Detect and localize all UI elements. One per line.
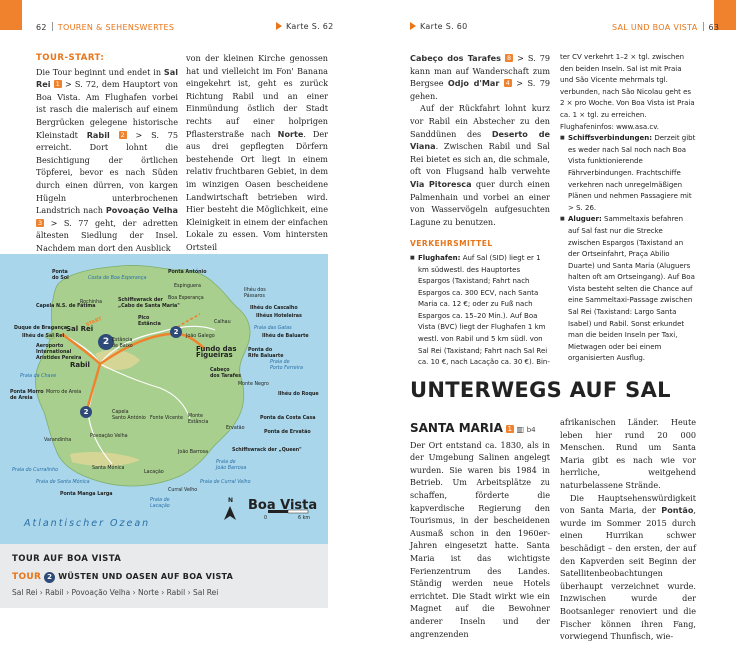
list-item: [410, 253, 550, 369]
map-label: Pico Estância: [138, 316, 161, 327]
list-item-label: Flughafen:: [418, 253, 461, 262]
keyword-norte: Norte: [277, 128, 304, 139]
section-title: UNTERWEGS AUF SAL: [410, 378, 671, 402]
left-page-number: 62: [36, 23, 47, 32]
tour-start-text: [36, 66, 178, 255]
keyword-sal-rei: Sal Rei: [36, 66, 178, 90]
text-run: , wurde im Sommer 2015 durch einen Hurrikan schwer beschädigt – den ersten, der auf den Kapverden seit Beginn der Satellitenbeobachtungen überhaupt verzeichnet wurde. Inzwischen wurde der Bootsanleger renoviert und die Fischer können ihren Fang, vorwiegend Thunfisch, wie-: [560, 505, 696, 642]
keyword-povoacao-velha: Povoação Velha: [105, 205, 178, 216]
map-label: Praia do Curralinho: [12, 468, 59, 473]
map-badge: 1: [507, 425, 512, 433]
map-label: Schiffswrack der „Queen": [232, 448, 302, 453]
map-label: Costa de Boa Esperança: [88, 276, 147, 281]
right-column-1: [410, 52, 550, 369]
map-label: Ilhéu do Roque: [278, 392, 319, 397]
map-label: Ponta do Sol: [52, 270, 69, 281]
keyword-odjo-dmar: Odjo d'Mar: [447, 78, 500, 89]
map-town-label: Fundo das Figueiras: [196, 345, 237, 359]
map-label: Praia da Chave: [20, 374, 57, 379]
map-label: Curral Velho: [168, 488, 198, 493]
map-label: Rochinha: [80, 300, 103, 305]
santa-maria-column-1: [410, 422, 550, 640]
left-column-2: [186, 52, 328, 254]
tour-box-title: TOUR AUF BOA VISTA: [12, 554, 122, 564]
map-label: Calhau: [214, 320, 231, 325]
text-run: von der kleinen Kirche genossen hat und vielleicht im Fon' Banana eingekehrt ist, geht es zurück Richtung Rabil und an einer Einmündung östlich der Stadt rechts auf einer holprigen Pflasterstraße nach: [186, 53, 328, 139]
map-label: Fonte Vicente: [150, 416, 183, 421]
right-page: [368, 0, 736, 648]
map-label: Ilhéu dos Pássaros: [244, 288, 266, 299]
map-label: Boa Esperança: [168, 296, 204, 301]
tour-start-heading: TOUR-START:: [36, 53, 105, 63]
map-grid-ref: b4: [526, 426, 536, 434]
map-grid-icon: ▥: [516, 425, 525, 434]
tour-number-badge: 2: [44, 572, 55, 583]
paragraph: afrikanischen Länder. Heute leben hier rund 20 000 Menschen. Rund um Santa Maria gibt es nach wie vor herrliche, weitgehend naturbelassene Strände.: [560, 417, 696, 490]
north-arrow-icon: [224, 506, 236, 520]
map-badge: 4: [505, 79, 510, 88]
map-label: Cabeço dos Tarafes: [210, 368, 241, 379]
map-label: Lacação: [144, 470, 164, 475]
text-run: . Der aus drei gepflegten Dörfern bestehende Ort liegt in einem relativ fruchtbaren Gebiet, in dem im winzigen Oasen bescheidene Landwirtschaft betrieben wird. Hier besteht die Möglichkeit, eine Kleinigkeit in einem der einfachen Lokale zu essen. Vom hintersten Ortsteil: [186, 128, 329, 252]
map-label: Espinguera: [174, 284, 201, 289]
map-label: Ervatão: [226, 426, 245, 431]
tour-route-text: Sal Rei › Rabil › Povoação Velha › Norte › Rabil › Sal Rei: [12, 588, 219, 597]
text-run: . Zwischen Rabil und Sal Rei bietet es sich an, die schmale, oft von Flugsand halb verwehte: [410, 141, 550, 177]
map-label: Monte Negro: [238, 382, 269, 387]
map-label: Ponta da Costa Casa: [260, 416, 316, 421]
map-label: Ponta Manga Larga: [60, 492, 113, 497]
map-title: Boa Vista: [248, 498, 318, 513]
map-label: Varandinha: [44, 438, 72, 443]
left-running-head: [36, 22, 174, 32]
text-run: Auf der Rückfahrt lohnt kurz vor Rabil ein Abstecher zu den Sanddünen des: [410, 103, 550, 139]
map-label: João Barrosa: [178, 450, 209, 455]
start-label: START: [85, 316, 103, 329]
map-label: Aeroporto International Aristides Pereira: [36, 344, 82, 361]
map-label: Ponta de Ervatão: [264, 430, 311, 435]
map-label: Capela Santo António: [112, 410, 146, 421]
santa-maria-title: SANTA MARIA: [410, 421, 503, 435]
map-badge: 1: [55, 80, 60, 89]
list-item-label: Aluguer:: [568, 215, 602, 224]
list-item: [560, 133, 696, 214]
right-running-head: [612, 22, 719, 32]
right-map-ref: [410, 22, 468, 31]
paragraph: [560, 492, 696, 643]
text-run: Die Hauptsehenswürdigkeit von Santa Maria, der: [560, 492, 696, 516]
verkehr-list-cont: [560, 133, 696, 365]
map-label: Schiffswrack der „Cabo de Santa Maria": [118, 298, 180, 309]
map-label: Praia de João Barrosa: [216, 460, 247, 471]
map-label: Capela N.S. de Fátima: [36, 304, 96, 309]
list-continuation: ter CV verkehrt 1–2 × tgl. zwischen den beiden Inseln. Sal ist mit Praia und São Vicente mehrmals tgl. verbunden, nach São Nicolau geht es 2 × pro Woche. Von Boa Vista ist Praia ca. 1 × tgl. zu erreichen. Flughafeninfos: www.asa.cv.: [560, 53, 695, 131]
keyword-cabeco-tarafes: Cabeço dos Tarafes: [410, 53, 501, 63]
text-run: > S. 79 gehen.: [410, 78, 550, 101]
map-label: Praia de Curral Velho: [200, 480, 251, 485]
map-badge: 3: [38, 218, 43, 227]
map-label: Ilhéu do Cascalho: [250, 306, 298, 311]
north-label: N: [228, 497, 234, 504]
paragraph: [410, 52, 550, 102]
santa-maria-heading: [410, 422, 550, 437]
list-item-label: Schiffsverbindungen:: [568, 134, 653, 143]
santa-maria-column-2: [560, 416, 696, 643]
text-run: Die Tour beginnt und endet in: [36, 66, 164, 77]
left-section-title: TOUREN & SEHENSWERTES: [57, 23, 175, 32]
right-section-title: SAL UND BOA VISTA: [612, 23, 698, 32]
map-label: Morro de Areia: [46, 390, 82, 395]
verkehr-list: [410, 253, 550, 369]
map-label: Praia de Porto Ferreira: [270, 360, 303, 371]
arrow-icon: [276, 22, 282, 30]
keyword-rabil: Rabil: [86, 129, 110, 140]
map-label: Povoação Velha: [90, 434, 128, 439]
map-town-label: Sal Rei: [66, 325, 94, 333]
map-label: Duque de Bragança: [14, 326, 67, 331]
map-label: Praia de Santa Mónica: [36, 480, 90, 485]
map-label: Praia das Gatas: [254, 326, 292, 331]
map-label: Praia de Lacação: [150, 498, 170, 509]
left-column-1: [36, 52, 178, 255]
tour-box-name: [12, 572, 316, 583]
santa-maria-text: Der Ort entstand ca. 1830, als in der Umgebung Salinen angelegt wurden. Sie waren bis 1984 in Betrieb. Um Arbeitsplätze zu schaffen, förderte die kapverdische Regierung den Tourismus, in der bescheidenen Ausmaß schon in den 1960er-Jahren eingesetzt hatte. Santa Maria ist das wichtigste Ferienzentrum des Landes. Ständig werden neue Hotels errichtet. Die Stadt wirkt wie ein Magnet auf die Bewohner anderer Inseln und der angrenzenden: [410, 439, 550, 639]
ocean-label: Atlantischer Ozean: [24, 518, 151, 529]
map-label: João Galego: [186, 334, 215, 339]
scale-label-0: 0: [264, 516, 268, 521]
tour-name: WÜSTEN UND OASEN AUF BOA VISTA: [58, 572, 234, 581]
map-label: Monte Estância: [188, 414, 209, 425]
keyword-pontao: Pontão: [661, 505, 694, 516]
tour-info-box: [0, 544, 328, 608]
paragraph: [410, 102, 550, 228]
text-run: > S. 77 geht, der adretten ältesten Siedlung der Insel. Nachdem man dort den Ausblick: [36, 217, 178, 253]
map-label: Ponta do Rife Baluarte: [248, 348, 284, 359]
text-run: > S. 72, dem Hauptort von Boa Vista. Am Flughafen vorbei ist rasch die malerisch auf einem Bergrücken gelegene historische Kleinstadt: [36, 79, 178, 140]
verkehrsmittel-heading: VERKEHRSMITTEL: [410, 239, 493, 249]
arrow-icon: [410, 22, 416, 30]
list-item-text: Auf Sal (SID) liegt er 1 km südwestl. des Hauptortes Espargos (Taxistand; Fahrt nach Espargos ca. 300 ECV, nach Santa Maria ca. 12 €; oder zu Fuß nach Espargos ca. 15–20 Min.). Auf Boa Vista (BVC) liegt der Flughafen 1 km westl. von Rabil und 5 km südl. von Sal Rei (Taxistand; Fahrt nach Sal Rei ca. 10 €, nach Lacação ca. 30 €). Bin-: [418, 253, 550, 367]
map-town-label: Rabil: [70, 361, 90, 369]
text-run: > S. 75 erreicht. Dort lohnt die Besichtigung der örtlichen Töpferei, bevor es nach Süden durch einen dürren, von kargen Hügeln unterbrochenen Landstrich nach: [36, 129, 179, 216]
map-badge: 8: [506, 54, 512, 62]
page-tab-marker: [0, 0, 22, 30]
right-page-number: 63: [708, 23, 720, 32]
map-label: Ilhéus Hoteleiras: [256, 314, 302, 319]
map-label: Ilhéu de Sal Rei: [22, 334, 65, 339]
tour-marker-2: 2: [170, 326, 182, 338]
tour-marker-2: 2: [98, 334, 114, 350]
boa-vista-map: [0, 254, 328, 544]
map-label: Ponta Morro de Areia: [10, 390, 44, 401]
right-map-ref-text: Karte S. 60: [420, 22, 468, 31]
tour-word: TOUR: [12, 572, 42, 582]
list-item-text: Sammeltaxis befahren auf Sal fast nur die Strecke zwischen Espargos (Taxistand an der Ortseinfahrt, Praça Abilio Duarte) und Santa Maria (Aluguers halten oft am Ortseingang). Auf Boa Vista besteht selten die Chance auf eine Sammeltaxi-Passage zwischen Sal Rei (Taxistand: Largo Santa Isabel) und Rabil. Sonst erkundet man die beiden Inseln per Taxi, Mietwagen oder bei einem organisierten Ausflug.: [568, 215, 695, 363]
text-run: > S. 79 kann man auf Wanderschaft zum Bergsee: [410, 53, 550, 89]
scale-label-6: 6 km: [298, 516, 311, 521]
list-item-text: Derzeit gibt es weder nach Sal noch nach Boa Vista funktionierende Fährverbindungen. Frachtschiffe verkehren nach unregelmäßigen Plänen und nehmen Passagiere mit > S. 26.: [568, 134, 696, 212]
right-column-2: [560, 52, 696, 365]
left-map-ref: [276, 22, 334, 31]
keyword-deserto-viana: Deserto de Viana: [410, 128, 550, 152]
keyword-via-pitoresca: Via Pitoresca: [410, 178, 472, 189]
list-item: [560, 214, 696, 365]
map-label: Ilhéu de Baluarte: [262, 334, 309, 339]
map-badge: 2: [120, 130, 125, 139]
map-label: Estância de Baixo: [112, 338, 133, 349]
tour-marker-2: 2: [80, 406, 92, 418]
text-run: quer durch einen Palmenhain und vorbei an einer von Wasservögeln aufgesuchten Lagune zu benutzen.: [410, 178, 550, 227]
map-label: Ponta António: [168, 270, 207, 275]
left-map-ref-text: Karte S. 62: [286, 22, 334, 31]
map-label: Santa Mónica: [92, 466, 125, 471]
